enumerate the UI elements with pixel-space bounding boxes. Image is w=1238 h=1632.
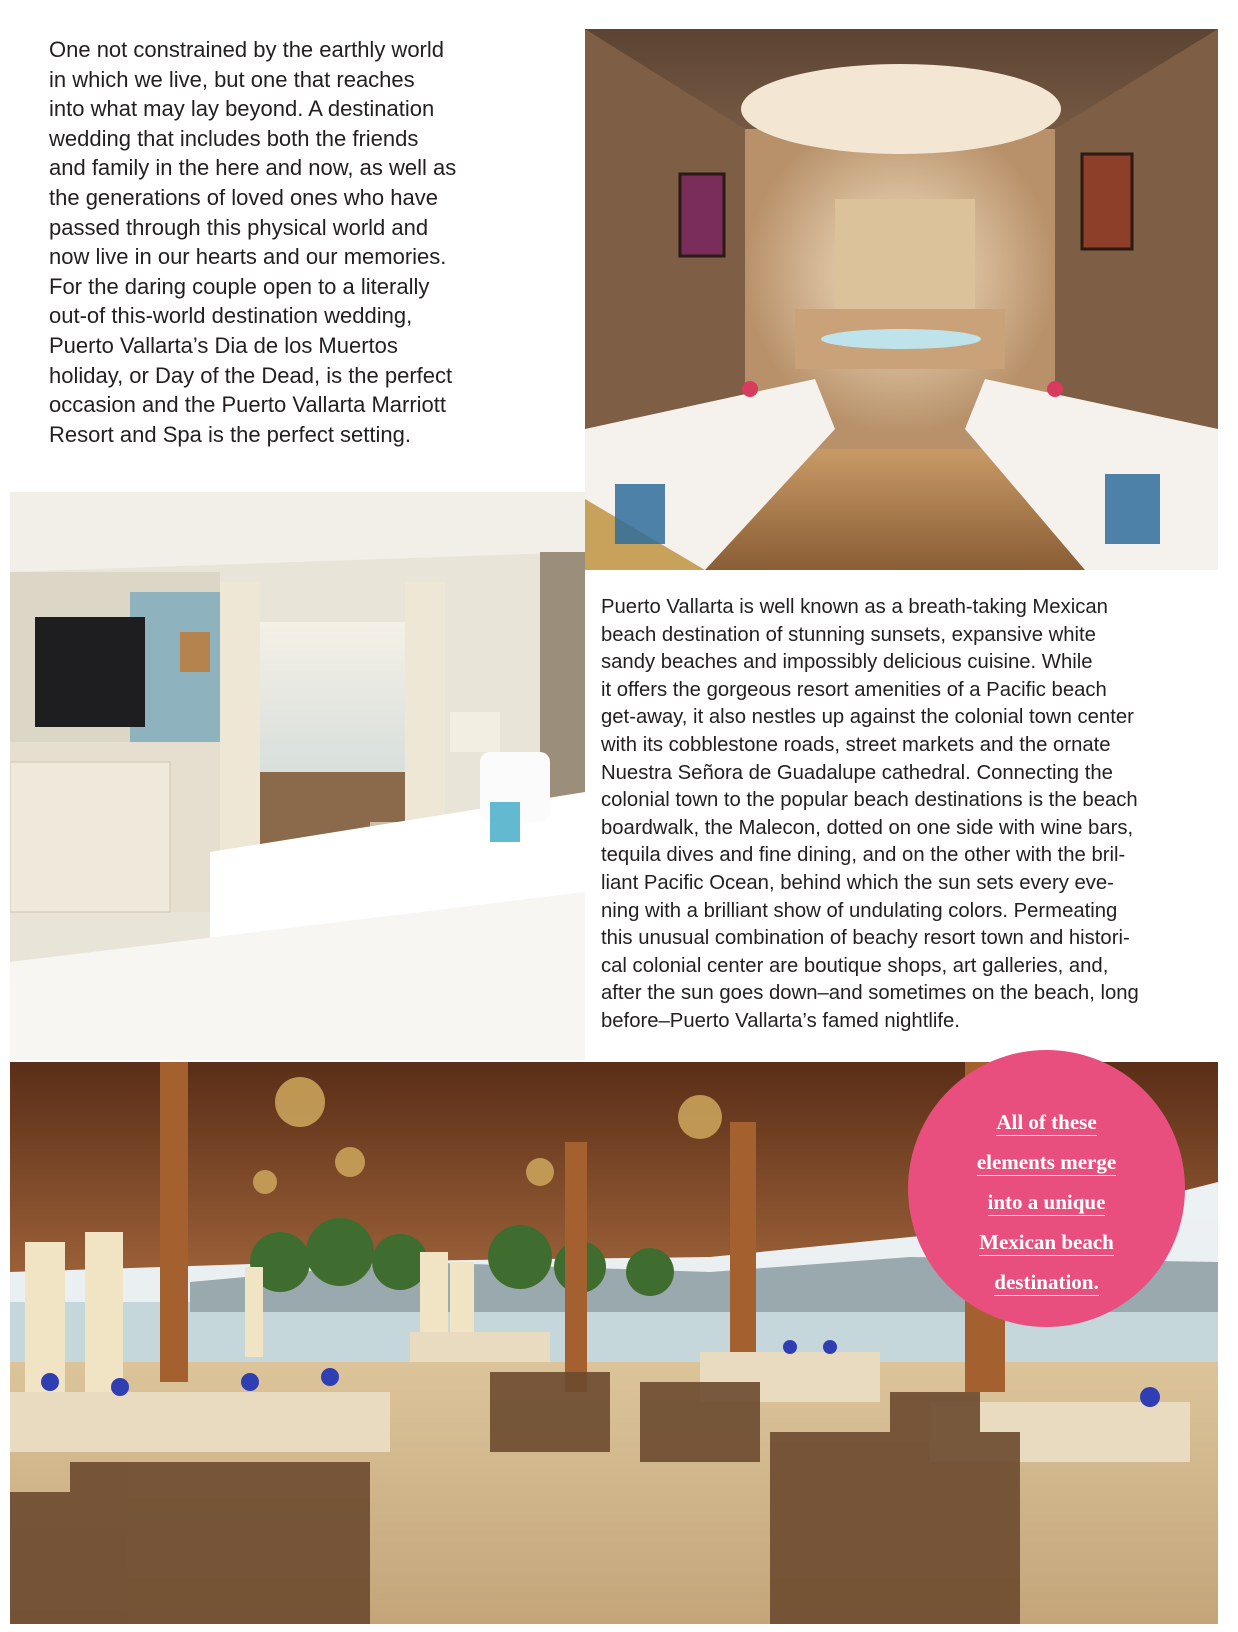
callout-line: elements merge <box>976 1150 1117 1174</box>
intro-line: into what may lay beyond. A destination <box>49 96 435 122</box>
intro-line: passed through this physical world and <box>49 214 429 240</box>
callout-line: destination. <box>994 1270 1099 1294</box>
intro-line: now live in our hearts and our memories. <box>49 244 447 270</box>
body-line: boardwalk, the Malecon, dotted on one side with wine bars, <box>601 816 1134 839</box>
callout-line: All of these <box>996 1110 1097 1134</box>
hotel-room-photo <box>10 492 585 1060</box>
intro-line: For the daring couple open to a literally <box>49 273 430 299</box>
body-paragraph <box>601 594 1217 1036</box>
spa-room-photo <box>585 29 1218 570</box>
intro-line: the generations of loved ones who have <box>49 184 438 210</box>
intro-line: wedding that includes both the friends <box>49 125 419 151</box>
body-line: beach destination of stunning sunsets, expansive white <box>601 623 1096 646</box>
pull-quote-callout <box>908 1050 1185 1327</box>
intro-line: and family in the here and now, as well as <box>49 155 457 181</box>
body-line: ning with a brilliant show of undulating colors. Permeating <box>601 899 1118 922</box>
body-line: with its cobblestone roads, street markets and the ornate <box>601 733 1111 756</box>
intro-paragraph <box>49 35 519 449</box>
intro-line: in which we live, but one that reaches <box>49 66 415 92</box>
body-line: after the sun goes down–and sometimes on the beach, long <box>601 982 1139 1005</box>
body-line: before–Puerto Vallarta’s famed nightlife. <box>601 1009 960 1032</box>
intro-line: One not constrained by the earthly world <box>49 37 445 62</box>
callout-line: into a unique <box>987 1190 1106 1214</box>
body-line: liant Pacific Ocean, behind which the sun sets every eve- <box>601 871 1114 894</box>
body-line: it offers the gorgeous resort amenities of a Pacific beach <box>601 678 1107 701</box>
body-line: colonial town to the popular beach destinations is the beach <box>601 789 1138 812</box>
body-line: Puerto Vallarta is well known as a breath-taking Mexican <box>601 596 1108 618</box>
intro-line: Puerto Vallarta’s Dia de los Muertos <box>49 332 398 358</box>
intro-line: out-of this-world destination wedding, <box>49 303 413 329</box>
intro-line: holiday, or Day of the Dead, is the perfect <box>49 362 453 388</box>
intro-line: Resort and Spa is the perfect setting. <box>49 421 411 447</box>
body-line: cal colonial center are boutique shops, art galleries, and, <box>601 954 1109 977</box>
callout-line: Mexican beach <box>979 1230 1114 1254</box>
body-line: sandy beaches and impossibly delicious cuisine. While <box>601 651 1093 674</box>
body-line: get-away, it also nestles up against the colonial town center <box>601 706 1134 729</box>
intro-line: occasion and the Puerto Vallarta Marriott <box>49 392 447 418</box>
body-line: this unusual combination of beachy resort town and histori- <box>601 927 1130 950</box>
body-line: Nuestra Señora de Guadalupe cathedral. Connecting the <box>601 761 1113 784</box>
body-line: tequila dives and fine dining, and on the other with the bril- <box>601 844 1126 867</box>
